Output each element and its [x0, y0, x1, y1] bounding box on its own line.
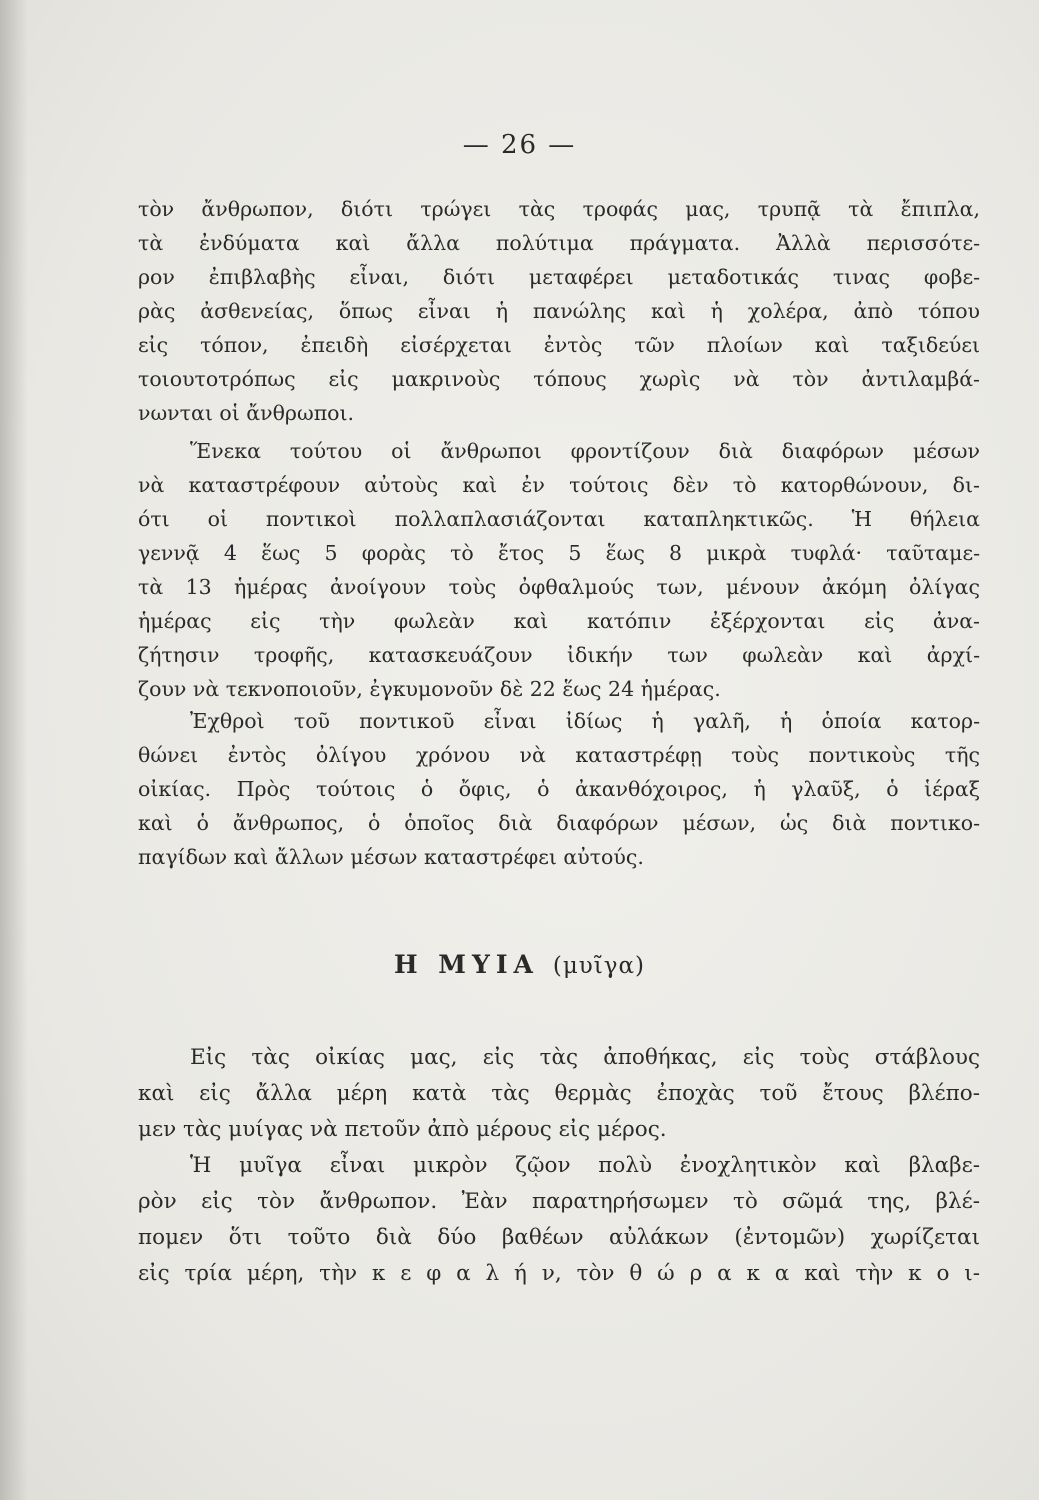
text-line: Ἕνεκα τούτου οἱ ἄνθρωποι φροντίζουν διὰ διαφόρων μέσων: [190, 439, 980, 463]
paragraph-1: [138, 192, 980, 430]
text-line: ρὰς ἀσθενείας, ὅπως εἶναι ἡ πανώλης καὶ ἡ χολέρα, ἀπὸ τόπου: [138, 299, 980, 323]
text-line: καὶ ὁ ἄνθρωπος, ὁ ὁποῖος διὰ διαφόρων μέσων, ὡς διὰ ποντικο-: [138, 811, 980, 835]
text-line: ρον ἐπιβλαβὴς εἶναι, διότι μεταφέρει μεταδοτικάς τινας φοβε-: [138, 265, 980, 289]
text-line: μεν τὰς μυίγας νὰ πετοῦν ἀπὸ μέρους εἰς μέρος.: [138, 1117, 667, 1142]
text-line: ότι οἱ ποντικοὶ πολλαπλασιάζονται καταπληκτικῶς. Ἡ θήλεια: [138, 507, 980, 531]
text-line: νὰ καταστρέφουν αὐτοὺς καὶ ἐν τούτοις δὲν τὸ κατορθώνουν, δι-: [138, 473, 980, 497]
text-line: νωνται οἱ ἄνθρωποι.: [138, 401, 355, 425]
text-line: εἰς τρία μέρη, τὴν κ ε φ α λ ή ν, τὸν θ ώ ρ α κ α καὶ τὴν κ ο ι-: [138, 1261, 980, 1286]
text-line: οἰκίας. Πρὸς τούτοις ὁ ὄφις, ὁ ἀκανθόχοιρος, ἡ γλαῦξ, ὁ ἱέραξ: [138, 777, 980, 801]
text-line: θώνει ἐντὸς ὀλίγου χρόνου νὰ καταστρέφῃ τοὺς ποντικοὺς τῆς: [138, 743, 980, 767]
text-line: τοιουτοτρόπως εἰς μακρινοὺς τόπους χωρὶς νὰ τὸν ἀντιλαμβά-: [138, 367, 980, 391]
section-heading-title: Η ΜΥΙΑ: [393, 950, 539, 979]
page-number: — 26 —: [462, 130, 577, 160]
text-line: γεννᾷ 4 ἕως 5 φορὰς τὸ ἔτος 5 ἕως 8 μικρὰ τυφλά· ταῦταμε-: [138, 541, 980, 565]
text-line: ἡμέρας εἰς τὴν φωλεὰν καὶ κατόπιν ἐξέρχονται εἰς ἀνα-: [138, 609, 980, 633]
paragraph-3: [138, 704, 980, 874]
text-line: Ἐχθροὶ τοῦ ποντικοῦ εἶναι ἰδίως ἡ γαλῆ, ἡ ὁποία κατορ-: [190, 709, 980, 733]
text-line: παγίδων καὶ ἄλλων μέσων καταστρέφει αὐτούς.: [138, 845, 644, 869]
text-line: πομεν ὅτι τοῦτο διὰ δύο βαθέων αὐλάκων (ἐντομῶν) χωρίζεται: [138, 1225, 980, 1250]
text-line: Εἰς τὰς οἰκίας μας, εἰς τὰς ἀποθήκας, εἰς τοὺς στάβλους: [190, 1045, 980, 1070]
text-line: ρὸν εἰς τὸν ἄνθρωπον. Ἐὰν παρατηρήσωμεν τὸ σῶμά της, βλέ-: [138, 1189, 980, 1214]
text-line: καὶ εἰς ἄλλα μέρη κατὰ τὰς θερμὰς ἐποχὰς τοῦ ἔτους βλέπο-: [138, 1081, 980, 1106]
text-line: τὰ ἐνδύματα καὶ ἄλλα πολύτιμα πράγματα. Ἀλλὰ περισσότε-: [138, 231, 980, 255]
page-gutter-shadow: [0, 0, 28, 1500]
section-heading: [0, 950, 1039, 979]
text-line: ζουν νὰ τεκνοποιοῦν, ἐγκυμονοῦν δὲ 22 ἕως 24 ἡμέρας.: [138, 677, 721, 701]
section-heading-subtitle: (μυῖγα): [552, 953, 646, 979]
paragraph-2: [138, 434, 980, 706]
text-line: Ἡ μυῖγα εἶναι μικρὸν ζῷον πολὺ ἐνοχλητικὸν καὶ βλαβε-: [190, 1153, 980, 1178]
text-line: τὸν ἄνθρωπον, διότι τρώγει τὰς τροφάς μας, τρυπᾷ τὰ ἔπιπλα,: [138, 197, 980, 221]
paragraph-4: [138, 1040, 980, 1148]
text-line: ζήτησιν τροφῆς, κατασκευάζουν ἰδικήν των φωλεὰν καὶ ἀρχί-: [138, 643, 980, 667]
text-line: τὰ 13 ἡμέρας ἀνοίγουν τοὺς ὀφθαλμούς των, μένουν ἀκόμη ὀλίγας: [138, 575, 980, 599]
text-line: εἰς τόπον, ἐπειδὴ εἰσέρχεται ἐντὸς τῶν πλοίων καὶ ταξιδεύει: [138, 333, 980, 357]
paragraph-5: [138, 1148, 980, 1292]
